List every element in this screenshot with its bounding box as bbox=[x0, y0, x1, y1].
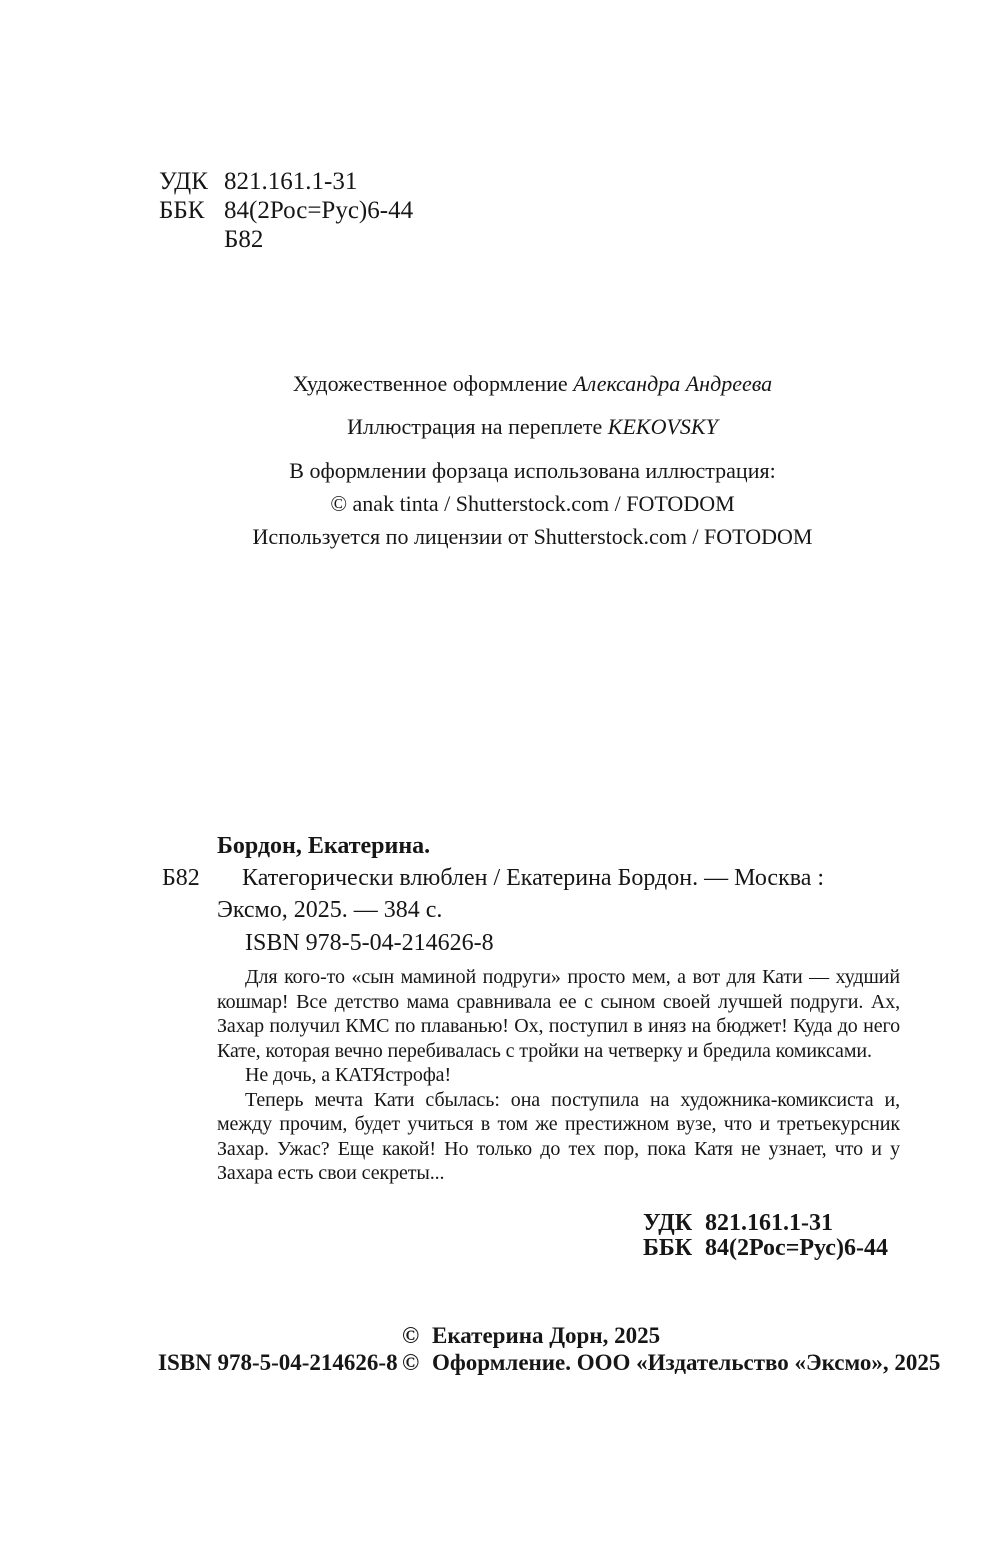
udc-row-bottom bbox=[643, 1211, 888, 1236]
copyright-symbol-publisher: © bbox=[402, 1350, 420, 1375]
cover-artist-name: KEKOVSKY bbox=[607, 414, 718, 439]
cover-credit-label: Иллюстрация на переплете bbox=[347, 414, 608, 439]
annotation-paragraph-3: Теперь мечта Кати сбылась: она поступила на художника-комиксиста и, между прочим, будет учиться в том же престижном вузе, что и третьекурсник Захар. Ужас? Еще какой! Но только до тех пор, пока Катя не узнает, что и у Захара есть свои секреты... bbox=[217, 1088, 900, 1184]
footer-isbn: ISBN 978-5-04-214626-8 bbox=[158, 1350, 398, 1375]
endpaper-copyright-line: © anak tinta / Shutterstock.com / FOTODOM bbox=[330, 491, 735, 516]
udc-value-bottom: 821.161.1-31 bbox=[705, 1210, 833, 1236]
license-line: Используется по лицензии от Shutterstock.com / FOTODOM bbox=[252, 524, 813, 549]
shelf-code: Б82 bbox=[162, 865, 200, 891]
design-credit-label: Художественное оформление bbox=[292, 371, 574, 396]
footer-spacer bbox=[158, 1322, 402, 1349]
annotation-paragraph-1: Для кого-то «сын маминой подруги» просто мем, а вот для Кати — худший кошмар! Все детство мама сравнивала ее с сыном своей лучшей подруги. Ах, Захар получил КМС по плаванью! Ох, поступил в иняз на бюджет! Куда до него Кате, которая вечно перебивалась с тройки на четверку и бредила комиксами. bbox=[217, 966, 900, 1062]
bbk-label: ББК bbox=[159, 197, 205, 224]
bibliographic-entry bbox=[162, 862, 900, 926]
endpaper-credit-line: В оформлении форзаца использована иллюстрация: bbox=[289, 458, 776, 483]
catalog-entry bbox=[162, 830, 900, 1186]
publisher-copyright-text: Оформление. ООО «Издательство «Эксмо», 2025 bbox=[432, 1350, 941, 1375]
udc-label-bottom: УДК bbox=[643, 1210, 693, 1236]
shelf-code-top: Б82 bbox=[224, 226, 264, 253]
isbn-line: ISBN 978-5-04-214626-8 bbox=[245, 930, 494, 956]
bbk-label-bottom: ББК bbox=[643, 1235, 693, 1261]
bbk-value-bottom: 84(2Рос=Рус)6-44 bbox=[705, 1235, 888, 1261]
designer-name: Александра Андреева bbox=[573, 371, 773, 396]
classification-block-top bbox=[159, 167, 413, 254]
classification-block-bottom bbox=[643, 1211, 888, 1261]
copyright-footer bbox=[158, 1322, 940, 1376]
shelf-code-row bbox=[159, 225, 413, 254]
udc-value: 821.161.1-31 bbox=[224, 168, 358, 195]
bbk-value: 84(2Рос=Рус)6-44 bbox=[224, 197, 414, 224]
bibliographic-description: Категорически влюблен / Екатерина Бордон. — Москва : Эксмо, 2025. — 384 с. bbox=[217, 865, 825, 923]
shelf-code-spacer bbox=[159, 225, 224, 254]
bbk-row bbox=[159, 196, 413, 225]
annotation-paragraph-2: Не дочь, а КАТЯстрофа! bbox=[245, 1064, 452, 1086]
udc-row bbox=[159, 167, 413, 196]
author-heading: Бордон, Екатерина. bbox=[217, 833, 431, 859]
copyright-symbol-author: © bbox=[402, 1323, 420, 1348]
cover-illustration-credit-line bbox=[160, 414, 905, 440]
design-credit-line bbox=[160, 371, 905, 397]
annotation-block bbox=[217, 965, 900, 1186]
udc-label: УДК bbox=[159, 168, 208, 195]
credits-block bbox=[160, 371, 905, 550]
author-copyright-text: Екатерина Дорн, 2025 bbox=[432, 1323, 661, 1348]
bbk-row-bottom bbox=[643, 1236, 888, 1261]
